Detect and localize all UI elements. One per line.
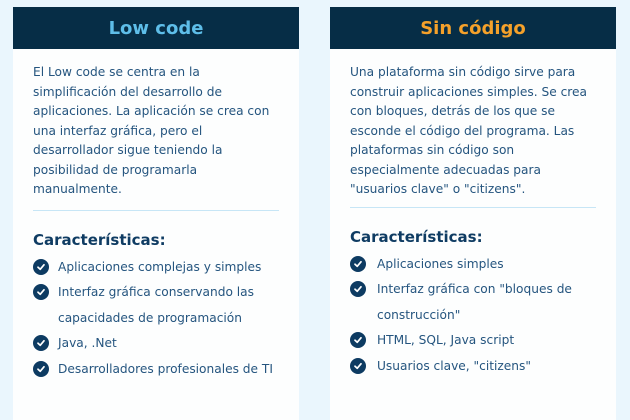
feature-item [33,331,279,357]
check-circle-icon [350,281,366,297]
feature-item [350,277,596,328]
features-title: Características: [350,227,483,246]
divider [33,210,279,211]
check-circle-icon [33,259,49,275]
check-circle-icon [350,332,366,348]
feature-text: Desarrolladores profesionales de TI [58,361,273,376]
card-description: El Low code se centra en la simplificación del desarrollo de aplicaciones. La aplicación se crea con una interfaz gráfica, pero el desarrollador sigue teniendo la posibilidad de programarla manualmente. [33,65,270,196]
low-code-card [13,7,299,420]
no-code-card [330,7,616,420]
feature-item [350,354,596,380]
feature-text: Aplicaciones simples [377,256,504,271]
card-title: Low code [13,7,299,49]
features-title: Características: [33,230,166,249]
check-circle-icon [350,256,366,272]
feature-item [33,255,279,281]
features-list [33,255,279,383]
feature-item [33,357,279,383]
card-description: Una plataforma sin código sirve para construir aplicaciones simples. Se crea con bloques, detrás de los que se esconde el código del programa. Las plataformas sin código son especialmente adecuadas para "usuarios clave" o "citizens". [350,65,587,196]
feature-text: HTML, SQL, Java script [377,333,515,347]
check-circle-icon [33,335,49,351]
check-circle-icon [350,358,366,374]
feature-item [33,280,279,331]
feature-text: Interfaz gráfica con "bloques de construcción" [377,282,572,322]
check-circle-icon [33,284,49,300]
feature-text: Aplicaciones complejas y simples [58,259,262,274]
card-title: Sin código [330,7,616,49]
check-circle-icon [33,361,49,377]
feature-text: Usuarios clave, "citizens" [377,358,531,373]
feature-item [350,328,596,354]
feature-text: Interfaz gráfica conservando las capacidades de programación [58,285,254,325]
features-list [350,252,596,380]
divider [350,207,596,208]
feature-item [350,252,596,278]
feature-text: Java, .Net [58,336,117,350]
